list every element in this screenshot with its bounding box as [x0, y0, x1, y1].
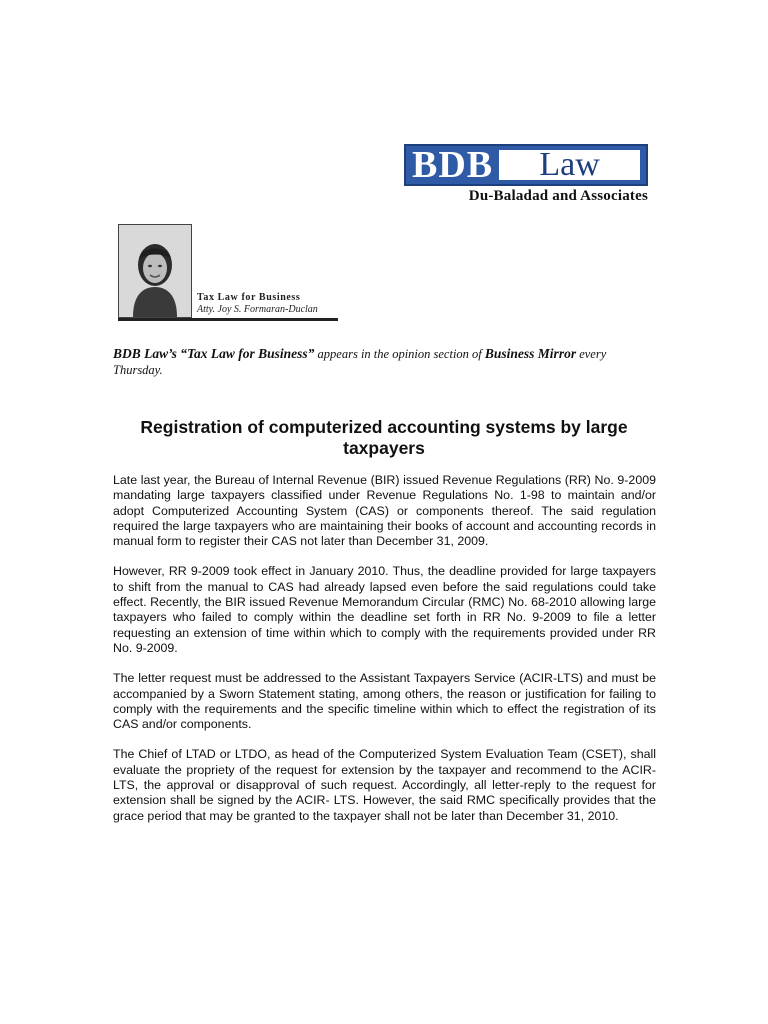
intro-publication: Business Mirror: [484, 346, 577, 361]
intro-line: [113, 346, 659, 378]
intro-schedule: every Thursday.: [113, 347, 607, 377]
paragraph: Late last year, the Bureau of Internal Revenue (BIR) issued Revenue Regulations (RR) No. 9-2009 mandating large taxpayers classified under Revenue Regulations No. 1-98 to maintain and/or adopt Computerized Accounting System (CAS) or components thereof. The said regulation required the large taxpayers who are maintaining their books of account and accounting records in manual form to register their CAS not later than December 31, 2009.: [113, 473, 656, 549]
article-title: Registration of computerized accounting systems by large taxpayers: [140, 417, 628, 458]
author-portrait-icon: [118, 224, 192, 318]
paragraph: The letter request must be addressed to the Assistant Taxpayers Service (ACIR-LTS) and must be accompanied by a Sworn Statement stating, among others, the reason or justification for failing to comply with the requirements and the specific timeline within which to effect the registration of its CAS and/or components.: [113, 671, 656, 732]
article-body: [113, 473, 656, 839]
intro-column-name: BDB Law’s “Tax Law for Business”: [113, 346, 315, 361]
intro-text: appears in the opinion section of: [314, 347, 485, 361]
column-title: Tax Law for Business: [197, 292, 301, 303]
bdb-law-logo: [404, 144, 648, 205]
paragraph: The Chief of LTAD or LTDO, as head of the Computerized System Evaluation Team (CSET), shall evaluate the propriety of the request for extension by the taxpayer and recommend to the ACIR-LTS, the approval or disapproval of such request. Accordingly, all letter-reply to the request for extension shall be signed by the ACIR- LTS. However, the said RMC specifically provides that the grace period that may be granted to the taxpayer shall not be later than December 31, 2010.: [113, 747, 656, 823]
logo-subtitle: Du-Baladad and Associates: [468, 188, 648, 204]
logo-brand-primary: BDB: [412, 144, 494, 186]
logo-banner: [404, 144, 648, 186]
divider: [118, 318, 338, 321]
paragraph: However, RR 9-2009 took effect in January 2010. Thus, the deadline provided for large taxpayers to shift from the manual to CAS had already lapsed even before the said regulations could take effect. Recently, the BIR issued Revenue Memorandum Circular (RMC) No. 68-2010 allowing large taxpayers who failed to comply within the deadline set forth in RR No. 9-2009 to file a letter requesting an extension of time within which to comply with the requirements provided under RR No. 9-2009.: [113, 564, 656, 655]
column-author: Atty. Joy S. Formaran-Duclan: [197, 304, 318, 315]
logo-brand-secondary: Law: [499, 150, 640, 180]
